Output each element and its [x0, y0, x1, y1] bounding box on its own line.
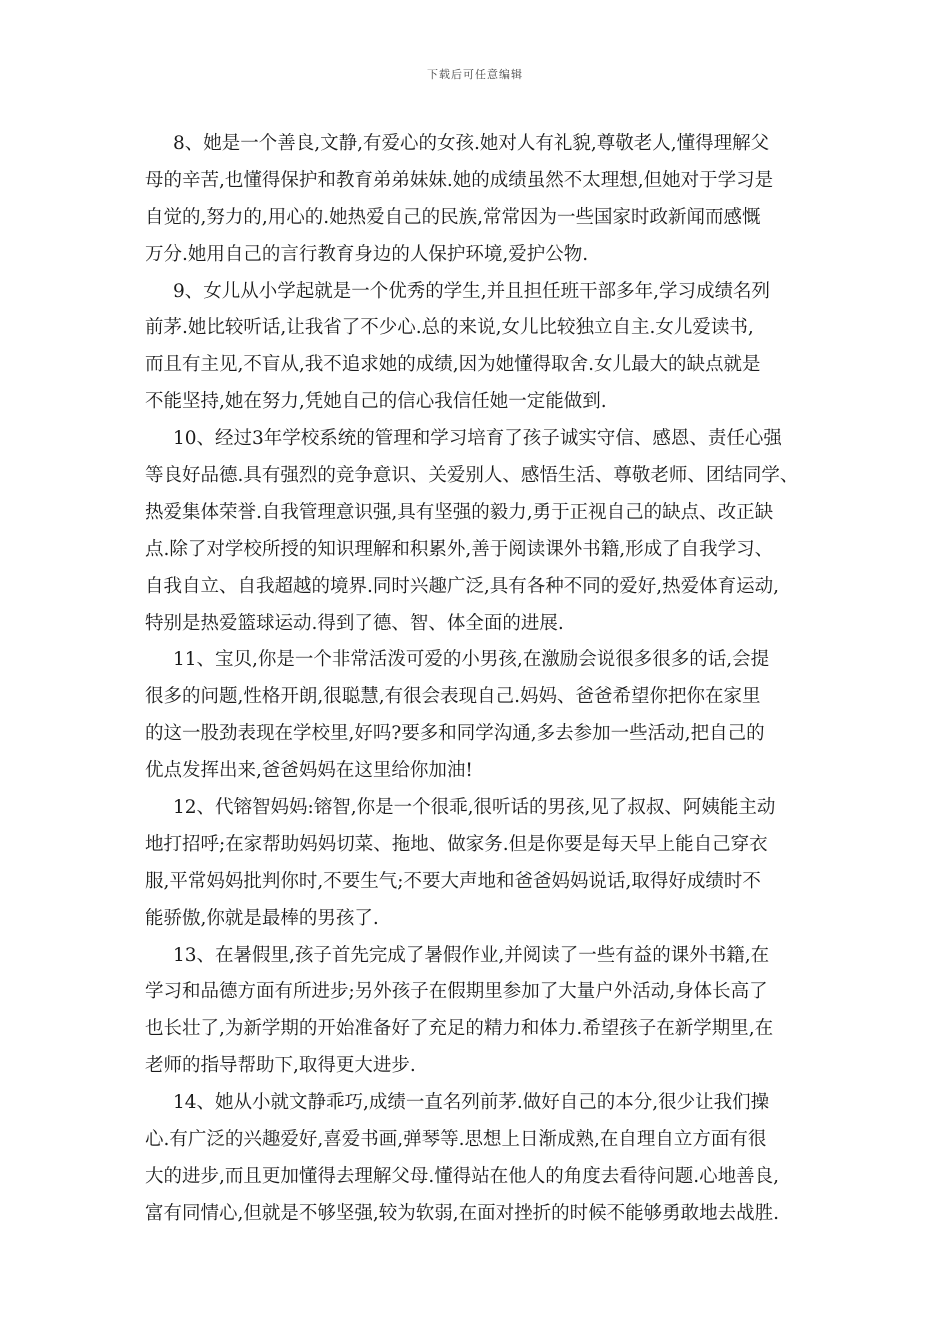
text-line: 优点发挥出来,爸爸妈妈在这里给你加油! — [145, 760, 473, 782]
text-line: 特别是热爱篮球运动.得到了德、智、体全面的进展. — [145, 612, 564, 634]
text-line: 的这一股劲表现在学校里,好吗?要多和同学沟通,多去参加一些活动,把自己的 — [145, 723, 765, 745]
text-line: 9、女儿从小学起就是一个优秀的学生,并且担任班干部多年,学习成绩名列 — [173, 280, 771, 302]
text-line: 14、她从小就文静乖巧,成绩一直名列前茅.做好自己的本分,很少让我们操 — [173, 1092, 770, 1114]
text-line: 能骄傲,你就是最棒的男孩了. — [145, 907, 379, 929]
text-line: 母的辛苦,也懂得保护和教育弟弟妹妹.她的成绩虽然不太理想,但她对于学习是 — [145, 169, 774, 191]
text-line: 很多的问题,性格开朗,很聪慧,有很会表现自己.妈妈、爸爸希望你把你在家里 — [145, 686, 761, 708]
text-line: 学习和品德方面有所进步;另外孩子在假期里参加了大量户外活动,身体长高了 — [145, 981, 768, 1003]
text-line: 不能坚持,她在努力,凭她自己的信心我信任她一定能做到. — [145, 391, 607, 413]
text-line: 自觉的,努力的,用心的.她热爱自己的民族,常常因为一些国家时政新闻而感慨 — [145, 206, 761, 228]
document-body — [145, 126, 811, 1233]
text-line: 也长壮了,为新学期的开始准备好了充足的精力和体力.希望孩子在新学期里,在 — [145, 1018, 774, 1040]
text-line: 10、经过3年学校系统的管理和学习培育了孩子诚实守信、感恩、责任心强 — [173, 428, 782, 450]
text-line: 8、她是一个善良,文静,有爱心的女孩.她对人有礼貌,尊敬老人,懂得理解父 — [173, 133, 770, 154]
page-header: 下载后可任意编辑 — [427, 68, 523, 81]
text-line: 老师的指导帮助下,取得更大进步. — [145, 1055, 416, 1077]
text-line: 大的进步,而且更加懂得去理解父母.懂得站在他人的角度去看待问题.心地善良, — [145, 1165, 780, 1187]
text-line: 心.有广泛的兴趣爱好,喜爱书画,弹琴等.思想上日渐成熟,在自理自立方面有很 — [145, 1129, 767, 1151]
text-line: 地打招呼;在家帮助妈妈切菜、拖地、做家务.但是你要是每天早上能自己穿衣 — [145, 833, 768, 855]
text-line: 点.除了对学校所授的知识理解和积累外,善于阅读课外书籍,形成了自我学习、 — [145, 538, 774, 560]
text-line: 自我自立、自我超越的境界.同时兴趣广泛,具有各种不同的爱好,热爱体育运动, — [145, 575, 780, 597]
text-line: 等良好品德.具有强烈的竞争意识、关爱别人、感悟生活、尊敬老师、团结同学、 — [145, 465, 799, 487]
text-line: 服,平常妈妈批判你时,不要生气;不要大声地和爸爸妈妈说话,取得好成绩时不 — [145, 870, 761, 892]
text-line: 12、代镕智妈妈:镕智,你是一个很乖,很听话的男孩,见了叔叔、阿姨能主动 — [173, 797, 776, 819]
text-line: 11、宝贝,你是一个非常活泼可爱的小男孩,在激励会说很多很多的话,会提 — [173, 649, 770, 671]
text-line: 热爱集体荣誉.自我管理意识强,具有坚强的毅力,勇于正视自己的缺点、改正缺 — [145, 501, 774, 523]
text-line: 13、在暑假里,孩子首先完成了暑假作业,并阅读了一些有益的课外书籍,在 — [173, 944, 770, 966]
text-line: 万分.她用自己的言行教育身边的人保护环境,爱护公物. — [145, 243, 589, 265]
text-line: 前茅.她比较听话,让我省了不少心.总的来说,女儿比较独立自主.女儿爱读书, — [145, 317, 754, 339]
text-line: 富有同情心,但就是不够坚强,较为软弱,在面对挫折的时候不能够勇敢地去战胜. — [145, 1202, 780, 1224]
text-line: 而且有主见,不盲从,我不追求她的成绩,因为她懂得取舍.女儿最大的缺点就是 — [145, 354, 761, 376]
